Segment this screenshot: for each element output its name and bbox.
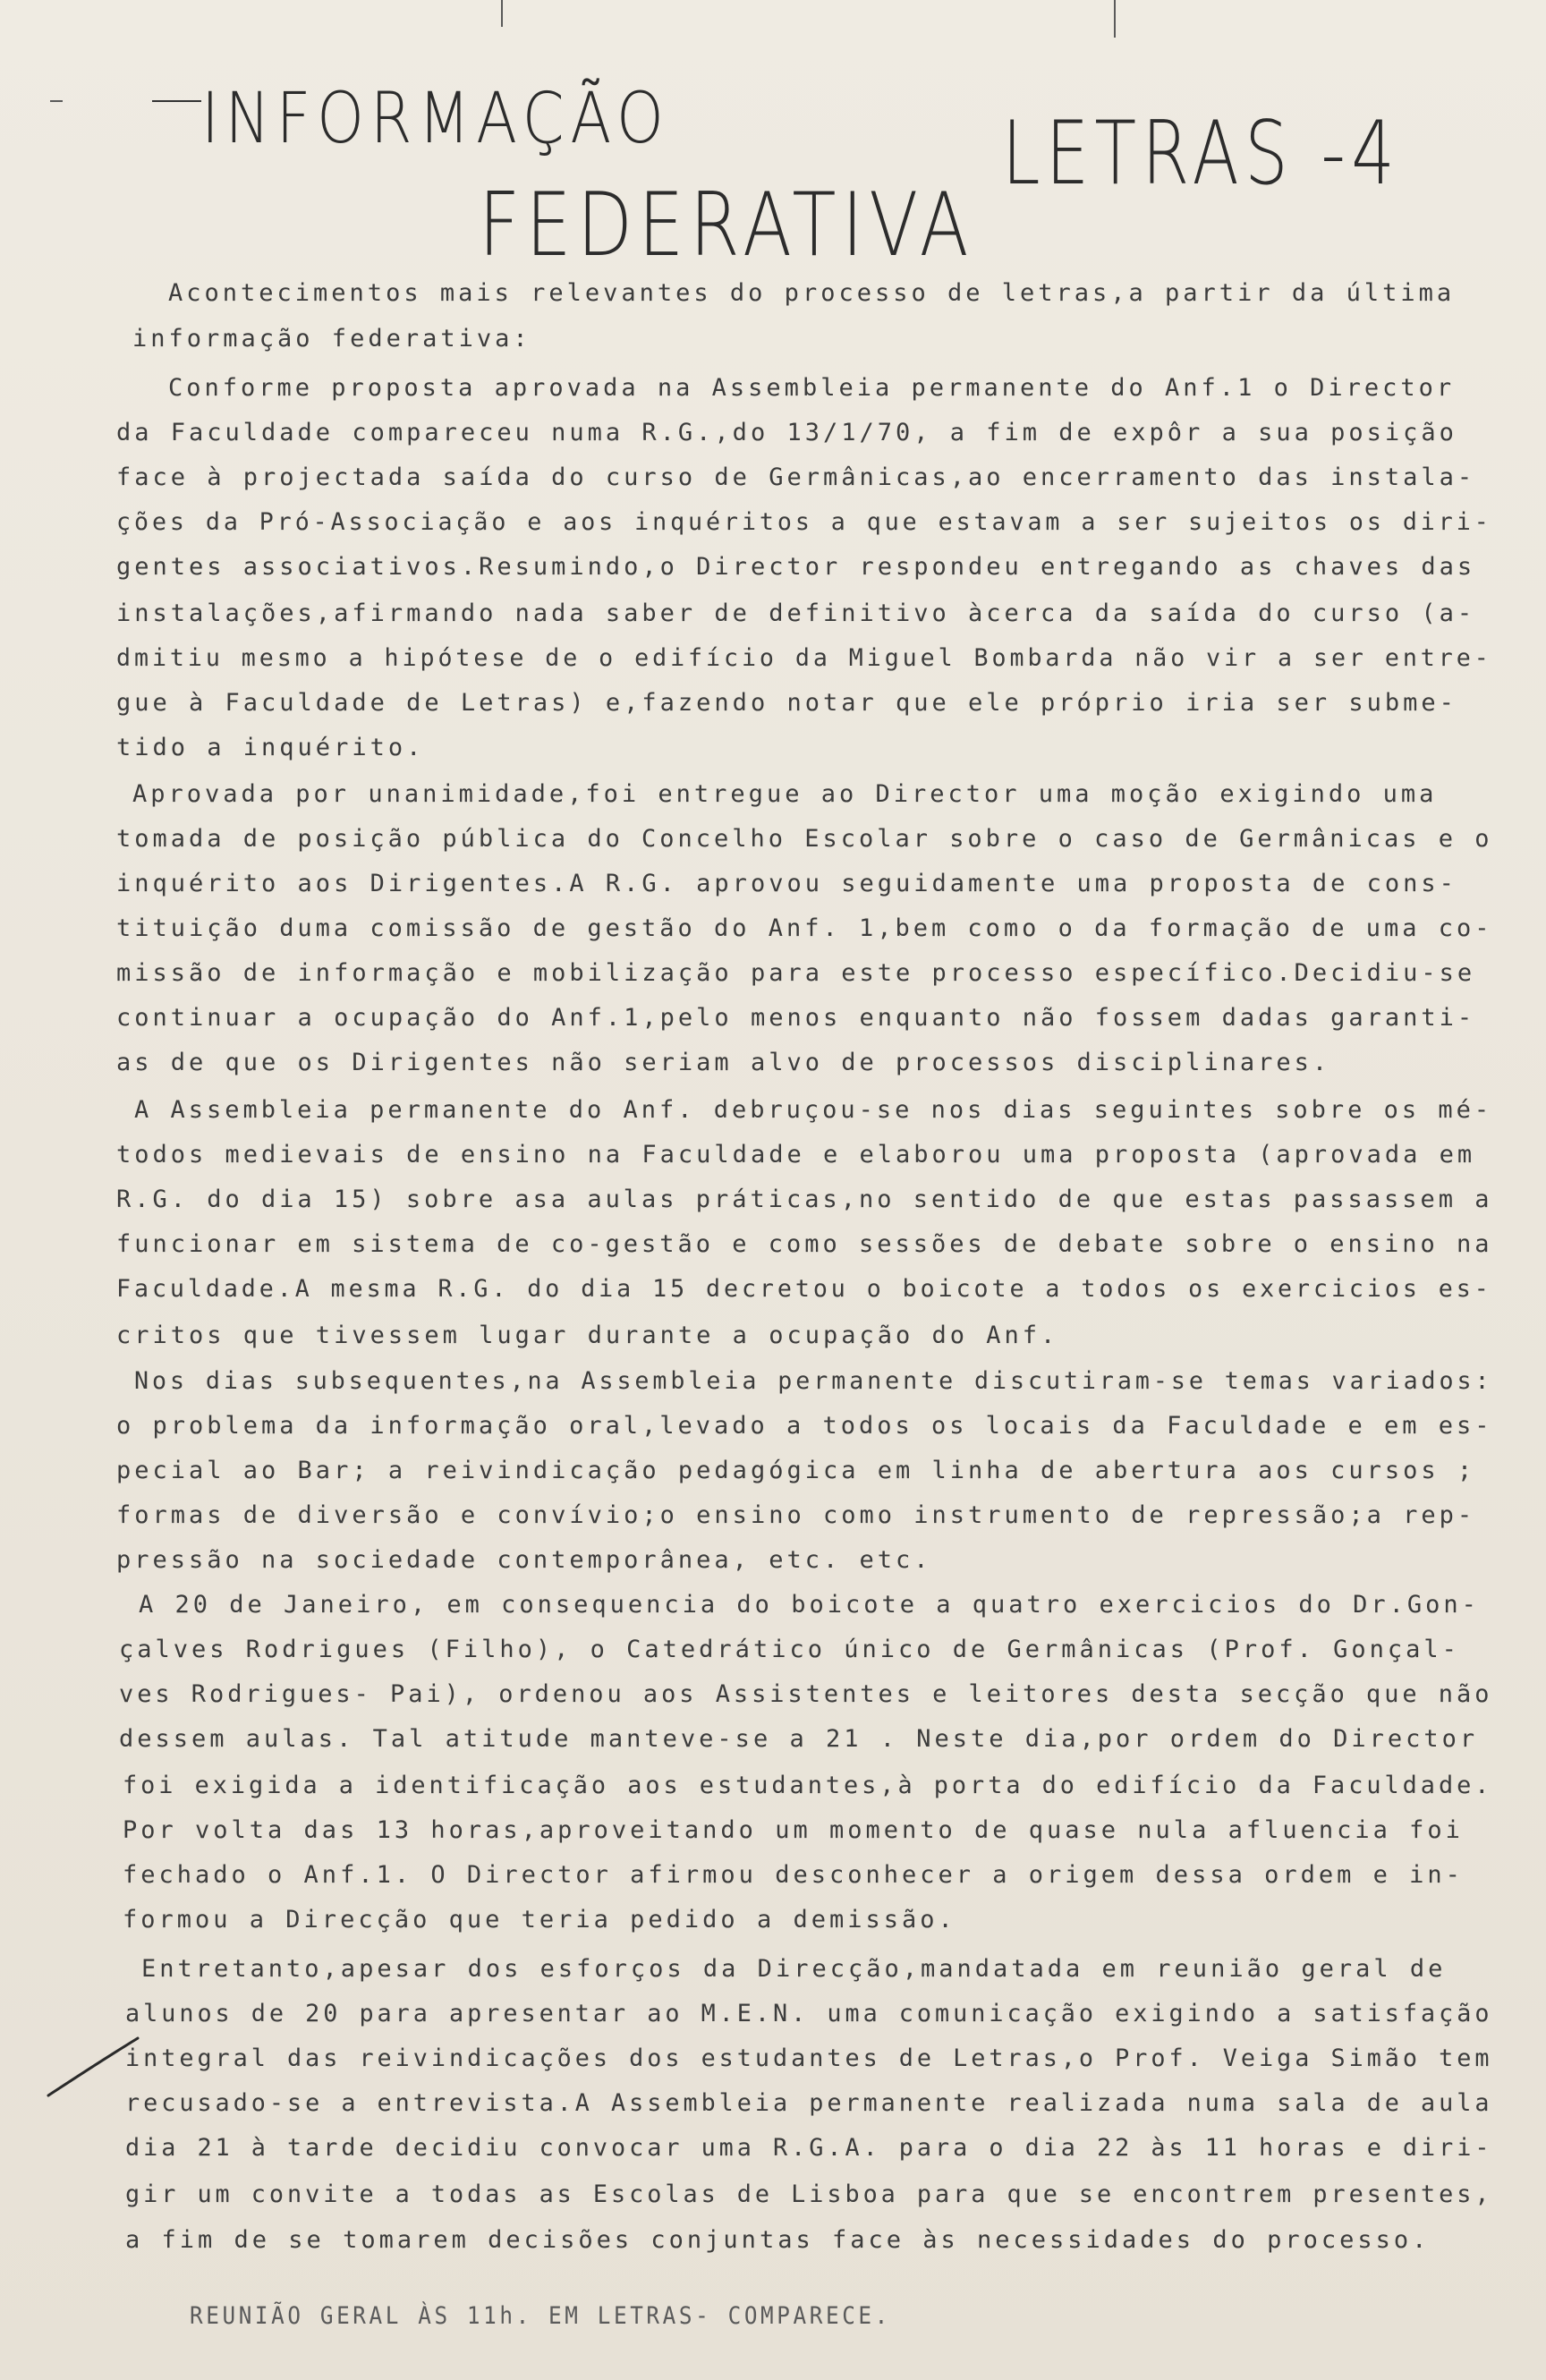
text-line: R.G. do dia 15) sobre asa aulas práticas,no sentido de que estas passassem a [116, 1186, 1493, 1213]
text-line: Conforme proposta aprovada na Assembleia permanente do Anf.1 o Director [168, 374, 1456, 402]
text-line: çalves Rodrigues (Filho), o Catedrático único de Germânicas (Prof. Gonçal- [119, 1636, 1460, 1663]
text-line: Entretanto,apesar dos esforços da Direcção,mandatada em reunião geral de [141, 1955, 1447, 1983]
text-line: funcionar em sistema de co-gestão e como sessões de debate sobre o ensino na [116, 1230, 1493, 1258]
text-line: da Faculdade compareceu numa R.G.,do 13/1/70, a fim de expôr a sua posição [116, 419, 1457, 446]
text-line: face à projectada saída do curso de Germânicas,ao encerramento das instala- [116, 463, 1476, 491]
text-line: Aprovada por unanimidade,foi entregue ao Director uma moção exigindo uma [132, 780, 1438, 808]
text-line: todos medievais de ensino na Faculdade e elaborou uma proposta (aprovada em [116, 1141, 1476, 1169]
edge-mark-left [50, 100, 63, 102]
text-line: dia 21 à tarde decidiu convocar uma R.G.A. para o dia 22 às 11 horas e diri- [125, 2134, 1493, 2162]
text-line: formas de diversão e convívio;o ensino como instrumento de repressão;a rep- [116, 1501, 1476, 1529]
text-line: Acontecimentos mais relevantes do processo de letras,a partir da última [168, 279, 1456, 307]
text-line: alunos de 20 para apresentar ao M.E.N. uma comunicação exigindo a satisfação [125, 2000, 1493, 2027]
text-line: A Assembleia permanente do Anf. debruçou-se nos dias seguintes sobre os mé- [134, 1096, 1493, 1124]
edge-mark-top [501, 0, 503, 27]
text-line: fechado o Anf.1. O Director afirmou desconhecer a origem dessa ordem e in- [123, 1861, 1464, 1889]
edge-mark-top-right [1114, 0, 1116, 38]
text-line: continuar a ocupação do Anf.1,pelo menos enquanto não fossem dadas garanti- [116, 1004, 1476, 1032]
text-line: formou a Direcção que teria pedido a demissão. [123, 1906, 956, 1934]
text-line: tituição duma comissão de gestão do Anf. 1,bem como o da formação de uma co- [116, 914, 1493, 942]
text-line: tido a inquérito. [116, 734, 425, 761]
text-line: dmitiu mesmo a hipótese de o edifício da Miguel Bombarda não vir a ser entre- [116, 644, 1492, 672]
title-line-2: FEDERATIVA [479, 174, 975, 276]
text-line: foi exigida a identificação aos estudantes,à porta do edifício da Faculdade. [123, 1772, 1493, 1799]
text-line: pressão na sociedade contemporânea, etc. etc. [116, 1546, 932, 1574]
text-line: recusado-se a entrevista.A Assembleia permanente realizada numa sala de aula [125, 2089, 1493, 2117]
text-line: tomada de posição pública do Concelho Escolar sobre o caso de Germânicas e o [116, 825, 1493, 853]
text-line: critos que tivessem lugar durante a ocupação do Anf. [116, 1322, 1059, 1349]
text-line: ves Rodrigues- Pai), ordenou aos Assistentes e leitores desta secção que não [119, 1680, 1493, 1708]
text-line: A 20 de Janeiro, em consequencia do boicote a quatro exercicios do Dr.Gon- [139, 1591, 1480, 1619]
text-line: informação federativa: [132, 325, 531, 353]
pen-stroke-mark [45, 2031, 143, 2103]
text-line: gir um convite a todas as Escolas de Lisboa para que se encontrem presentes, [125, 2180, 1493, 2208]
text-line: Nos dias subsequentes,na Assembleia permanente discutiram-se temas variados: [134, 1367, 1493, 1395]
text-line: gue à Faculdade de Letras) e,fazendo notar que ele próprio iria ser subme- [116, 689, 1457, 717]
text-line: Faculdade.A mesma R.G. do dia 15 decretou o boicote a todos os exercicios es- [116, 1275, 1492, 1303]
text-line: o problema da informação oral,levado a todos os locais da Faculdade e em es- [116, 1412, 1493, 1440]
text-line: dessem aulas. Tal atitude manteve-se a 21 . Neste dia,por ordem do Director [119, 1725, 1479, 1753]
title-dash [152, 100, 201, 102]
text-line: inquérito aos Dirigentes.A R.G. aprovou seguidamente uma proposta de cons- [116, 870, 1457, 897]
text-line: instalações,afirmando nada saber de definitivo àcerca da saída do curso (a- [116, 599, 1476, 627]
text-line: Por volta das 13 horas,aproveitando um momento de quase nula afluencia foi [123, 1816, 1464, 1844]
text-line: pecial ao Bar; a reivindicação pedagógica em linha de abertura aos cursos ; [116, 1457, 1476, 1484]
text-line: a fim de se tomarem decisões conjuntas face às necessidades do processo. [125, 2226, 1431, 2254]
text-line: ções da Pró-Associação e aos inquéritos a que estavam a ser sujeitos os diri- [116, 508, 1492, 536]
text-line: integral das reivindicações dos estudantes de Letras,o Prof. Veiga Simão tem [125, 2044, 1493, 2072]
text-line: gentes associativos.Resumindo,o Director respondeu entregando as chaves das [116, 553, 1476, 581]
footer-notice: REUNIÃO GERAL ÀS 11h. EM LETRAS- COMPARECE. [190, 2302, 891, 2330]
document-label: LETRAS -4 [1002, 103, 1401, 205]
title-line-1: INFORMAÇÃO [201, 79, 670, 159]
text-line: missão de informação e mobilização para este processo específico.Decidiu-se [116, 959, 1476, 987]
text-line: as de que os Dirigentes não seriam alvo de processos disciplinares. [116, 1049, 1331, 1076]
